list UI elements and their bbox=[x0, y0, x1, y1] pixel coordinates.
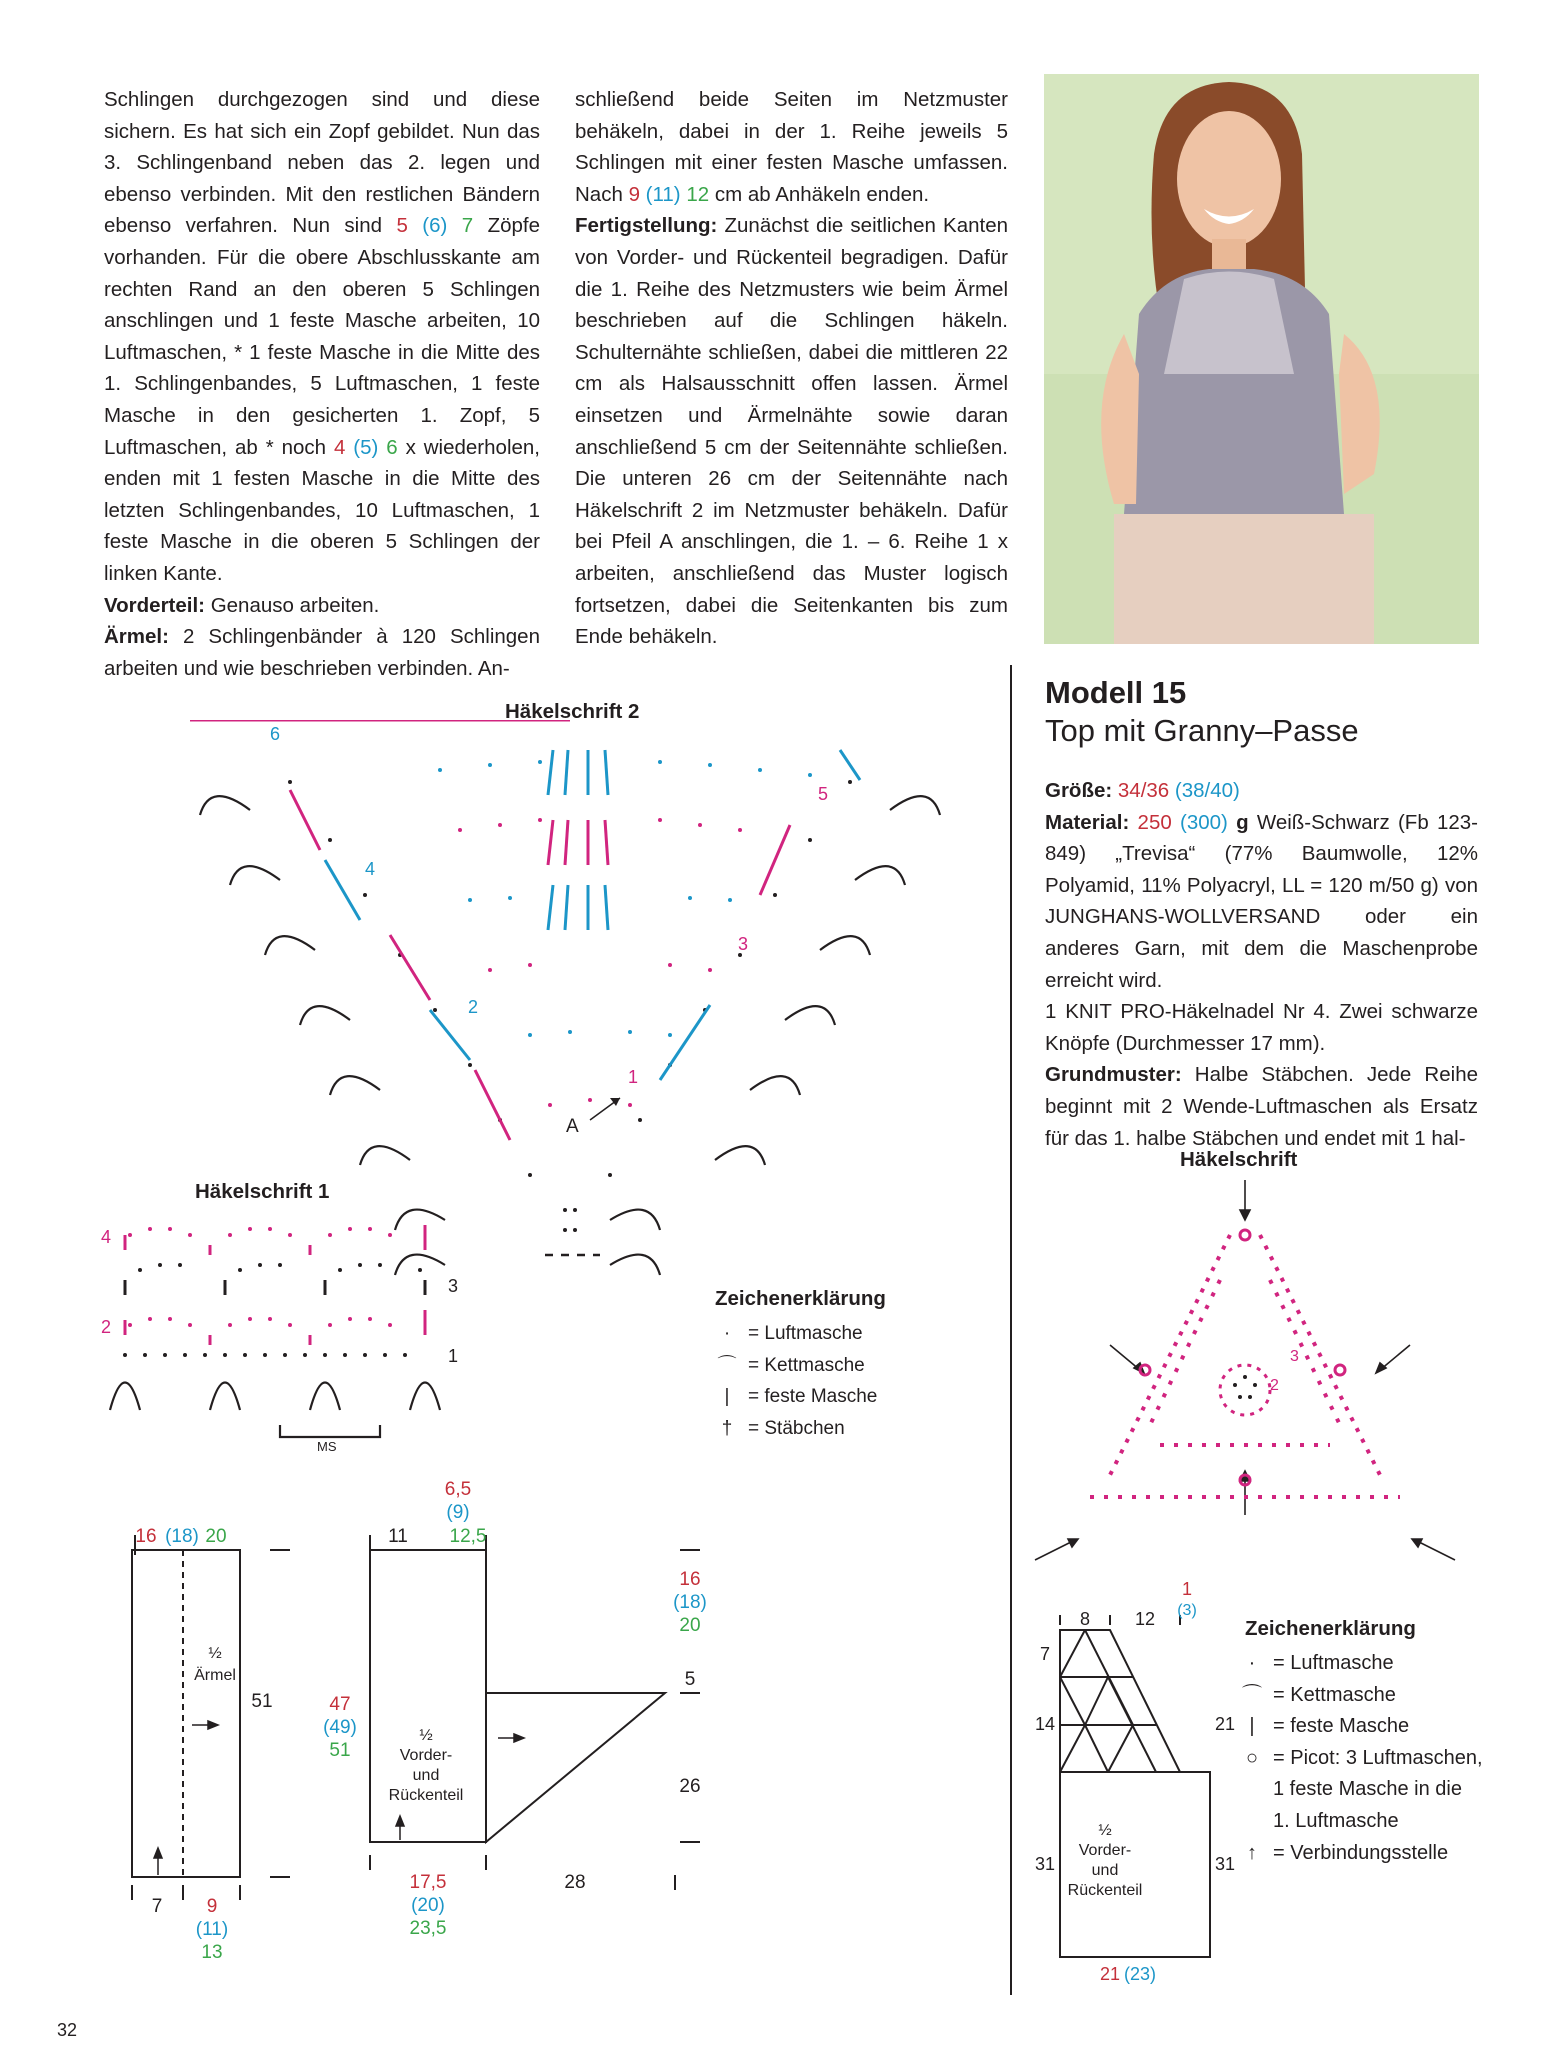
size-line: Größe: 34/36 (38/40) bbox=[1045, 779, 1240, 802]
m15-right-31: 31 bbox=[1214, 1854, 1236, 1874]
hs1-row-2: 2 bbox=[101, 1317, 112, 1337]
model-title: Modell 15 bbox=[1045, 675, 1187, 710]
text-column-2 bbox=[575, 84, 1008, 653]
granny-row-2: 2 bbox=[1270, 1377, 1279, 1394]
gusset-s2: (18) bbox=[673, 1592, 707, 1613]
granny-row-3: 3 bbox=[1290, 1348, 1299, 1365]
kettmasche-icon: ⌒ bbox=[1242, 1683, 1262, 1706]
m15-label-3: Rückenteil bbox=[1067, 1882, 1143, 1899]
m15-label-1: Vorder- bbox=[1078, 1842, 1132, 1859]
m15-label-half: ½ bbox=[1098, 1822, 1112, 1839]
model-instructions bbox=[1045, 775, 1478, 1154]
vorderteil-paragraph: Vorderteil: Genauso arbeiten. bbox=[104, 593, 380, 617]
legend-left-row: | = feste Masche bbox=[710, 1381, 877, 1413]
body-left-s1: 47 bbox=[329, 1694, 351, 1715]
needle-line: 1 KNIT PRO-Häkelnadel Nr 4. Zwei schwarze Knöpfe (Durchmesser 17 mm). bbox=[1045, 1000, 1478, 1055]
body-top-s1: 6,5 bbox=[444, 1479, 472, 1500]
picot-icon: ○ bbox=[1245, 1746, 1259, 1769]
feste-masche-icon: | bbox=[1249, 1715, 1255, 1738]
arrow-up-icon: ↑ bbox=[1247, 1841, 1257, 1864]
hs2-row-6: 6 bbox=[270, 724, 281, 744]
m15-bottom-s1: 21 bbox=[1099, 1964, 1121, 1984]
body-top-s3: 12,5 bbox=[449, 1526, 487, 1547]
legend-left-row: † = Stäbchen bbox=[710, 1413, 877, 1445]
legend-right-row: ○ = Picot: 3 Luftmaschen, bbox=[1235, 1743, 1483, 1775]
m15-label-2: und bbox=[1091, 1862, 1119, 1879]
legend-left bbox=[710, 1318, 877, 1444]
haekelschrift-title: Häkelschrift bbox=[1180, 1148, 1298, 1171]
haekelschrift-1-title: Häkelschrift 1 bbox=[195, 1180, 330, 1203]
hs2-arrow-label: A bbox=[566, 1116, 579, 1137]
m15-top-8: 8 bbox=[1079, 1609, 1091, 1629]
legend-left-row: ⌒ = Kettmasche bbox=[710, 1350, 877, 1382]
legend-right-row: ↑ = Verbindungsstelle bbox=[1235, 1838, 1483, 1870]
schematics bbox=[120, 1470, 740, 1960]
ms-label: MS bbox=[317, 1439, 337, 1454]
sleeve-label-half: ½ bbox=[208, 1645, 222, 1662]
legend-right bbox=[1235, 1648, 1483, 1869]
sleeve-top-s3: 20 bbox=[205, 1526, 227, 1547]
sleeve-bottom-left: 7 bbox=[151, 1896, 163, 1917]
legend-right-row: ⌒ = Kettmasche bbox=[1235, 1680, 1483, 1712]
haekelschrift-1-diagram bbox=[95, 1215, 475, 1455]
model-subtitle: Top mit Granny–Passe bbox=[1045, 713, 1359, 748]
sleeve-bottom-s2: (11) bbox=[195, 1919, 229, 1940]
col1-paragraph: Schlingen durchgezogen sind und diese sichern. Es hat sich ein Zopf gebildet. Nun das 3. Schlingenband neben das 2. legen und ebenso verbinden. Mit den restlichen Bändern ebenso verfahren. Nun sind 5 (6) 7 Zöpfe vorhanden. Für die obere Abschlusskante am rechten Rand an den oberen 5 Schlingen anschlingen und 1 feste Masche arbeiten, 10 Luftmaschen, * 1 feste Masche in die Mitte des 1. Schlingenbandes, 5 Luftmaschen, 1 feste Masche in den gesicherten 1. Zopf, 5 Luftmaschen, ab * noch 4 (5) 6 x wiederholen, enden mit 1 festen Masche in die Mitte des letzten Schlingenbandes, 10 Luftmaschen, 1 feste Masche in die oberen 5 Schlingen der linken Kante. bbox=[104, 88, 540, 585]
body-label-2: und bbox=[412, 1767, 440, 1784]
luftmasche-icon: · bbox=[723, 1323, 731, 1344]
gusset-28: 28 bbox=[564, 1872, 586, 1893]
body-label-half: ½ bbox=[419, 1727, 433, 1744]
model-photo bbox=[1044, 74, 1479, 644]
body-bottom-s2: (20) bbox=[411, 1895, 445, 1916]
granny-diagram bbox=[1030, 1175, 1460, 1605]
sleeve-top-s2: (18) bbox=[165, 1526, 199, 1547]
m15-top-right-s1: 1 bbox=[1181, 1580, 1193, 1599]
legend-left-title: Zeichenerklärung bbox=[715, 1287, 886, 1310]
body-label-3: Rückenteil bbox=[388, 1787, 464, 1804]
kettmasche-icon: ⌒ bbox=[717, 1354, 737, 1376]
legend-right-row: | = feste Masche bbox=[1235, 1711, 1483, 1743]
legend-left-row: · = Luftmasche bbox=[710, 1318, 877, 1350]
body-left-s3: 51 bbox=[329, 1740, 351, 1761]
m15-bottom-s2: (23) bbox=[1123, 1964, 1157, 1984]
gusset-s1: 16 bbox=[679, 1569, 701, 1590]
col2-paragraph: schließend beide Seiten im Netzmuster behäkeln, dabei in der 1. Reihe jeweils 5 Schlingen mit einer festen Masche umfassen. Nach 9 (11) 12 cm ab Anhäkeln enden. bbox=[575, 88, 1008, 206]
hs2-row-5: 5 bbox=[818, 784, 829, 804]
legend-right-row: 1. Luftmasche bbox=[1273, 1809, 1399, 1832]
sleeve-label: Ärmel bbox=[194, 1667, 236, 1684]
body-top-left: 11 bbox=[388, 1526, 408, 1547]
hs2-row-1: 1 bbox=[628, 1067, 639, 1087]
m15-left-31: 31 bbox=[1034, 1854, 1056, 1874]
haekelschrift-2-title: Häkelschrift 2 bbox=[505, 700, 640, 723]
body-bottom-s3: 23,5 bbox=[409, 1918, 447, 1939]
fertigstellung-paragraph: Fertigstellung: Zunächst die seitlichen Kanten von Vorder- und Rückenteil begradigen. Dafür die 1. Reihe des Netzmusters wie beim Ärmel beschrieben auf die Schlingen häkeln. Schulternähte schließen, dabei die mittleren 22 cm als Halsausschnitt offen lassen. Ärmel einsetzen und Ärmelnähte sowie daran anschließend 5 cm der Seitennähte schließen. Die unteren 26 cm der Seitennähte nach Häkelschrift 2 im Netzmuster behäkeln. Dafür bei Pfeil A anschlingen, die 1. – 6. Reihe 1 x arbeiten, anschließend das Muster logisch fortsetzen, dabei die Seitenkanten bis zum Ende behäkeln. bbox=[575, 214, 1008, 649]
aermel-paragraph: Ärmel: 2 Schlingenbänder à 120 Schlingen arbeiten und wie beschrieben verbinden. An- bbox=[104, 625, 540, 680]
column-divider bbox=[1010, 665, 1012, 1995]
feste-masche-icon: | bbox=[724, 1386, 730, 1408]
gusset-5: 5 bbox=[684, 1669, 696, 1690]
m15-top-12: 12 bbox=[1134, 1609, 1156, 1629]
gusset-26: 26 bbox=[679, 1776, 701, 1797]
luftmasche-icon: · bbox=[1248, 1652, 1256, 1674]
model15-schematic bbox=[1030, 1580, 1240, 2000]
sleeve-height: 51 bbox=[251, 1691, 273, 1712]
gusset-s3: 20 bbox=[679, 1615, 701, 1636]
legend-right-row: · = Luftmasche bbox=[1235, 1648, 1483, 1680]
hs1-row-4: 4 bbox=[101, 1227, 112, 1247]
material-line: Material: 250 (300) g Weiß-Schwarz (Fb 123-849) „Trevisa“ (77% Baumwolle, 12% Polyamid, 11% Polyacryl, LL = 120 m/50 g) von JUNGHANS-WOLLVERSAND oder ein anderes Garn, mit dem die Maschenprobe erreicht wird. bbox=[1045, 810, 1478, 992]
hs2-row-4: 4 bbox=[365, 859, 376, 879]
legend-right-row: 1 feste Masche in die bbox=[1273, 1778, 1462, 1801]
body-bottom-s1: 17,5 bbox=[409, 1872, 447, 1893]
page-number: 32 bbox=[57, 2020, 78, 2040]
body-left-s2: (49) bbox=[323, 1717, 357, 1738]
hs1-row-1: 1 bbox=[448, 1346, 459, 1366]
sleeve-bottom-s3: 13 bbox=[201, 1942, 223, 1960]
m15-top-right-s2: (3) bbox=[1177, 1602, 1197, 1619]
m15-left-7: 7 bbox=[1039, 1644, 1051, 1664]
grundmuster-line: Grundmuster: Halbe Stäbchen. Jede Reihe beginnt mit 2 Wende-Luftmaschen als Ersatz für das 1. halbe Stäbchen und endet mit 1 hal- bbox=[1045, 1063, 1478, 1150]
hs2-row-3: 3 bbox=[738, 934, 749, 954]
legend-right-title: Zeichenerklärung bbox=[1245, 1617, 1416, 1640]
body-label-1: Vorder- bbox=[399, 1747, 453, 1764]
m15-left-14: 14 bbox=[1034, 1714, 1056, 1734]
hs1-row-3: 3 bbox=[448, 1276, 459, 1296]
hs2-row-2: 2 bbox=[468, 997, 479, 1017]
m15-right-21: 21 bbox=[1214, 1714, 1236, 1734]
body-top-s2: (9) bbox=[446, 1502, 470, 1523]
text-column-1 bbox=[104, 84, 540, 684]
staebchen-icon: † bbox=[721, 1417, 733, 1439]
sleeve-top-s1: 16 bbox=[135, 1526, 157, 1547]
sleeve-bottom-s1: 9 bbox=[206, 1896, 218, 1917]
